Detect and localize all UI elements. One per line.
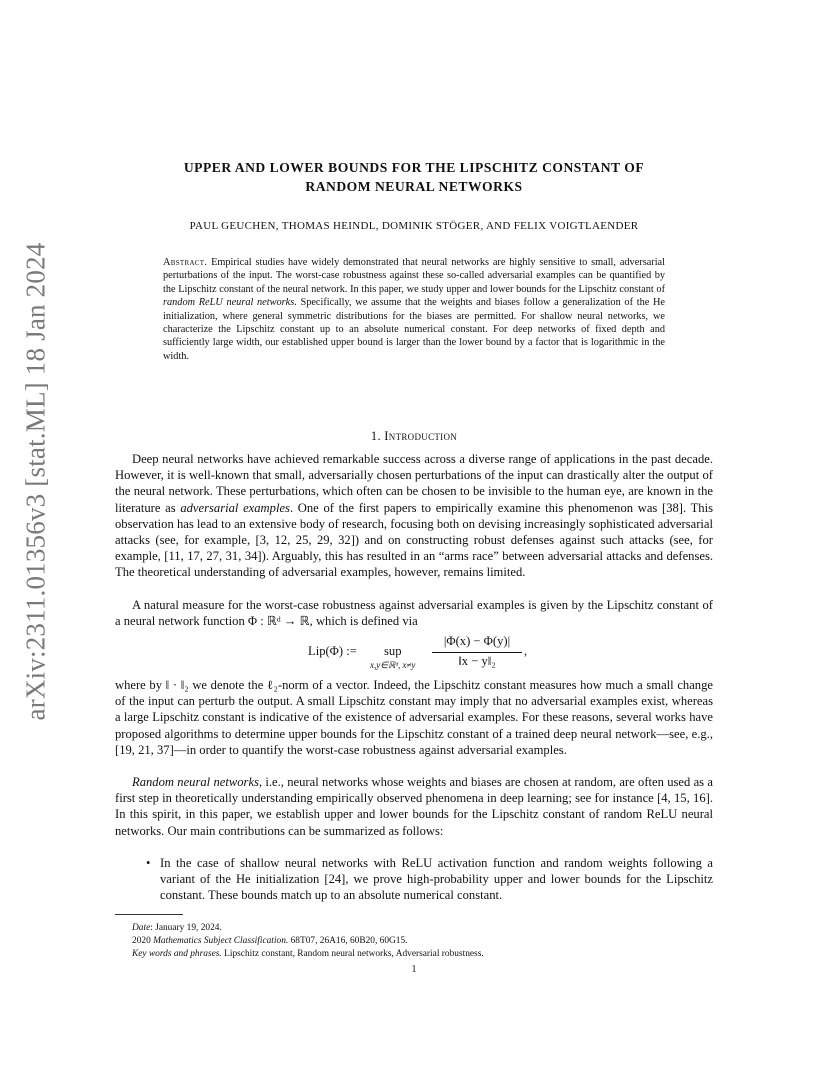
paragraph-text: . One of the first papers to empirically examine this phenomenon was [38]. This observation has lead to an extensive body of research, focusing both on devising increasingly sophisticated adversarial attacks (see, for example, [3, 12, 25, 29, 32]) and on constructing robust defenses against such attacks (see, for example, [11, 17, 27, 31, 34]). Arguably, this has resulted in an “arms race” between adversarial attacks and defenses. The theoretical understanding of adversarial examples, however, remains limited. [115, 500, 713, 580]
equation-numerator: |Φ(x) − Φ(y)| [443, 634, 511, 648]
abstract-text-2: . Specifically, we assume that the weights and biases follow a generalization of the He initialization, where general symmetric distributions for the biases are permitted. For shallow neural networks, we characterize the Lipschitz constant up to an absolute numerical constant. For deep networks of fixed depth and sufficiently large width, our established upper bound is larger than the lower bound by a factor that is logarithmic in the width. [163, 297, 665, 362]
footnote-label: Mathematics Subject Classification. [153, 936, 289, 946]
contributions-list [146, 855, 713, 904]
abstract-emphasis: random ReLU neural networks [163, 297, 295, 309]
equation-denominator: ‖x − y‖₂ [458, 654, 496, 668]
section-heading-introduction: 1. Introduction [370, 429, 458, 443]
title-line-2: RANDOM NEURAL NETWORKS [305, 179, 523, 194]
equation-lhs: Lip(Φ) := [308, 644, 357, 658]
abstract-text-1: Empirical studies have widely demonstrated that neural networks are highly sensitive to small, adversarial perturbations of the input. The worst-case robustness against these so-called adversarial examples can be quantified by the Lipschitz constant of the neural network. In this paper, we study upper and lower bounds for the Lipschitz constant of [163, 257, 665, 295]
equation-comma: , [524, 644, 528, 658]
abstract-label: Abstract. [163, 257, 208, 268]
footnote-value: Lipschitz constant, Random neural networks, Adversarial robustness. [221, 949, 484, 959]
paragraph-text: Deep neural networks have achieved remarkable success across a diverse range of applications in the past decade. However, it is well-known that small, adversarially chosen perturbations of the input can drastically alter the output of the neural network. These perturbations, which often can be chosen to be invisible to the human eye, are known in the literature as [115, 452, 713, 515]
lipschitz-equation [308, 632, 558, 672]
footnote-label: Key words and phrases. [132, 949, 222, 959]
paragraph-intro-1 [115, 451, 713, 581]
list-item: • In the case of shallow neural networks with ReLU activation function and random weights following a variant of the He initialization [24], we prove high-probability upper and lower bounds for the Lipschitz constant. These bounds match up to an absolute numerical constant. [146, 855, 713, 904]
fraction-bar [432, 652, 522, 653]
paragraph-intro-4 [115, 774, 713, 839]
footnote-value: 68T07, 26A16, 60B20, 60G15. [288, 936, 408, 946]
arxiv-identifier-stamp [14, 242, 58, 720]
paper-title [130, 158, 698, 196]
emphasis-random-neural-networks: Random neural networks [132, 775, 259, 789]
page-number: 1 [411, 964, 417, 975]
equation-sup: sup [384, 644, 402, 658]
paragraph-intro-2: A natural measure for the worst-case robustness against adversarial examples is given by the Lipschitz constant of a neural network function Φ : ℝᵈ → ℝ, which is defined via [115, 598, 713, 629]
emphasis-adversarial-examples: adversarial examples [180, 500, 290, 515]
title-line-1: UPPER AND LOWER BOUNDS FOR THE LIPSCHITZ CONSTANT OF [183, 160, 645, 175]
paragraph-text: , i.e., neural networks whose weights and biases are chosen at random, are often used as a first step in theoretically understanding empirically observed phenomena in deep learning; see for instance [4, 15, 16]. In this spirit, in this paper, we establish upper and lower bounds for the Lipschitz constant of random ReLU neural networks. Our main contributions can be summarized as follows: [115, 775, 713, 838]
footnote-label: Date [132, 923, 151, 933]
author-list: PAUL GEUCHEN, THOMAS HEINDL, DOMINIK STÖGER, AND FELIX VOIGTLAENDER [189, 220, 639, 232]
footnote-date [132, 922, 712, 934]
paragraph-intro-3: where by ‖ · ‖₂ we denote the ℓ₂-norm of a vector. Indeed, the Lipschitz constant measures how much a small change of the input can perturb the output. A small Lipschitz constant may imply that no adversarial examples exist, whereas a large Lipschitz constant is indicative of the existence of adversarial examples. For these reasons, several works have proposed algorithms to determine upper bounds for the Lipschitz constant of a trained deep neural network—see, e.g., [19, 21, 37]—in order to quantify the worst-case robustness against adversarial examples. [115, 678, 713, 757]
equation-sup-subscript: x,y∈ℝᵈ, x≠y [370, 660, 416, 670]
arxiv-id-text: arXiv:2311.01356v3 [stat.ML] 18 Jan 2024 [20, 242, 51, 720]
footnote-year: 2020 [132, 936, 154, 946]
footnote-keywords [132, 948, 712, 960]
footnote-value: : January 19, 2024. [150, 923, 222, 933]
abstract [163, 256, 665, 363]
footnote-msc [132, 935, 712, 947]
footnote-divider [115, 914, 183, 915]
